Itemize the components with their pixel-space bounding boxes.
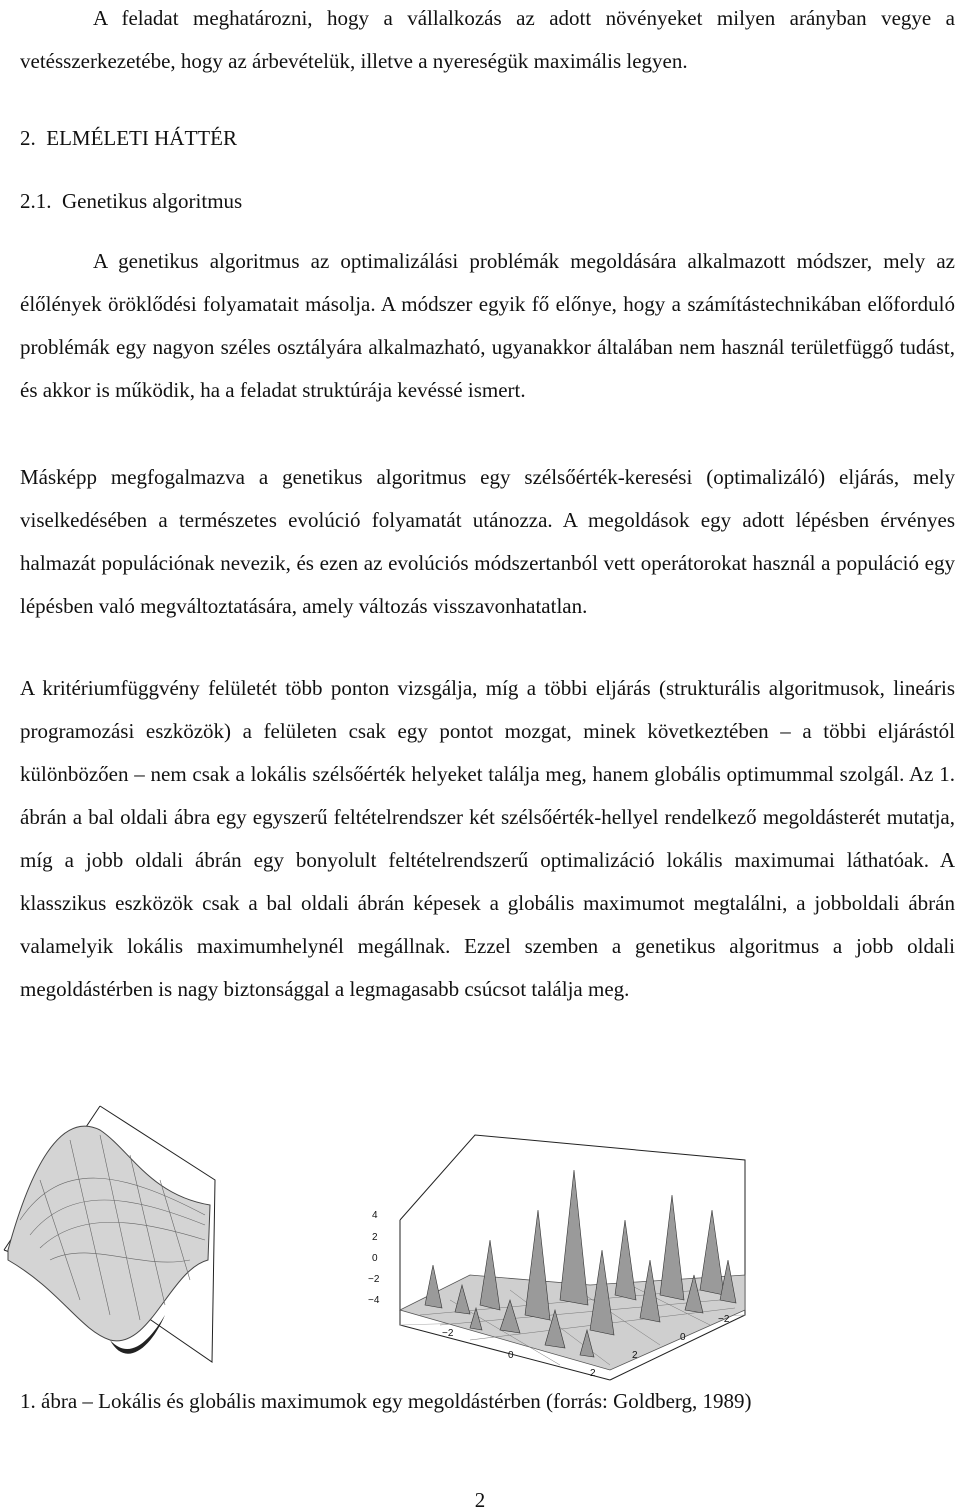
x-tick-label: 2: [590, 1368, 596, 1379]
x-tick-label: −2: [442, 1328, 454, 1339]
subsection-heading: 2.1. Genetikus algoritmus: [20, 189, 243, 213]
z-tick-label: 4: [372, 1210, 378, 1221]
section-heading: 2. ELMÉLETI HÁTTÉR: [20, 126, 237, 150]
z-tick-label: 0: [372, 1253, 378, 1264]
y-tick-label: 0: [680, 1332, 686, 1343]
z-tick-label: 2: [372, 1232, 378, 1243]
figure-caption: 1. ábra – Lokális és globális maximumok egy megoldástérben (forrás: Goldberg, 1989): [20, 1389, 752, 1413]
z-tick-label: −4: [368, 1295, 380, 1306]
left-surface-plot: [4, 1106, 215, 1362]
x-tick-label: 0: [508, 1350, 514, 1361]
figure-surface-plots: [0, 1100, 960, 1385]
page-number: 2: [474, 1488, 486, 1512]
paragraph-3: A kritériumfüggvény felületét több ponton vizsgálja, míg a többi eljárás (strukturális algoritmusok, lineáris programozási eszközök) a felületen csak egy pontot mozgat, minek következtében – a többi eljárástól különbözően – nem csak a lokális szélsőérték helyeket találja meg, hanem globális optimummal szolgál. Az 1. ábrán a bal oldali ábra egy egyszerű feltételrendszer két szélsőérték-hellyel rendelkező megoldásterét mutatja, míg a jobb oldali ábrán egy bonyolult feltételrendszerű optimalizáció lokális maximumai láthatóak. A klasszikus eszközök csak a bal oldali ábrán képesek a globális maximumot megtalálni, a jobboldali ábrán valamelyik lokális maximumhelynél megállnak. Ezzel szemben a genetikus algoritmus a jobb oldali megoldástérben is nagy biztonsággal a legmagasabb csúcsot találja meg.: [20, 676, 955, 1001]
z-tick-label: −2: [368, 1274, 380, 1285]
y-tick-label: 2: [632, 1350, 638, 1361]
paragraph-1-text: A genetikus algoritmus az optimalizálási problémák megoldására alkalmazott módszer, mely az élőlények öröklődési folyamatait másolja. A módszer egyik fő előnye, hogy a számítástechnikában előforduló problémák egy nagyon széles osztályára alkalmazható, ugyanakkor általában nem használ területfüggő tudást, és akkor is működik, ha a feladat struktúrája kevéssé ismert.: [20, 249, 955, 402]
paragraph-2: Másképp megfogalmazva a genetikus algoritmus egy szélsőérték-keresési (optimalizáló) eljárás, mely viselkedésében a természetes evolúció folyamatát utánozza. A megoldások egy adott lépésben érvényes halmazát populációnak nevezik, és ezen az evolúciós módszertanból vett operátorokat használ a populáció egy lépésben való megváltoztatására, amely változás visszavonhatatlan.: [20, 465, 955, 618]
intro-text: A feladat meghatározni, hogy a vállalkozás az adott növényeket milyen arányban vegye a vetésszerkezetébe, hogy az árbevételük, illetve a nyereségük maximális legyen.: [20, 6, 955, 73]
intro-paragraph: [20, 0, 955, 83]
right-surface-plot: [368, 1135, 745, 1380]
y-tick-label: −2: [718, 1314, 730, 1325]
paragraph-1: [20, 240, 955, 412]
